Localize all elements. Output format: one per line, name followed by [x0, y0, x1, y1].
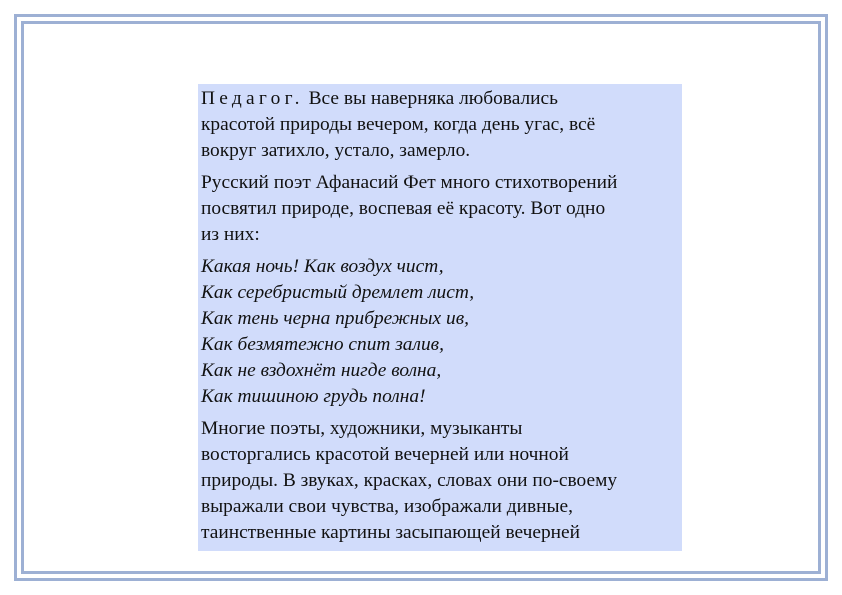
text-box: [198, 84, 682, 551]
intro-line-1: [201, 86, 678, 112]
speaker-label: Педагог.: [201, 88, 304, 109]
poet-line-3: из них:: [201, 224, 260, 245]
intro-line-2: красотой природы вечером, когда день угас, всё: [201, 114, 596, 135]
intro-paragraph: [201, 86, 678, 164]
intro-line-3: вокруг затихло, устало, замерло.: [201, 140, 471, 161]
poem-line-1: Какая ночь! Как воздух чист,: [201, 256, 444, 277]
poem-line-2: Как серебристый дремлет лист,: [201, 282, 475, 303]
closing-line-1: Многие поэты, художники, музыканты: [201, 418, 523, 439]
poem-line-3: Как тень черна прибрежных ив,: [201, 308, 469, 329]
closing-line-5: таинственные картины засыпающей вечерней: [201, 522, 581, 543]
poem-stanza: [201, 254, 678, 410]
closing-line-2: восторгались красотой вечерней или ночной: [201, 444, 569, 465]
poem-line-6: Как тишиною грудь полна!: [201, 386, 426, 407]
poem-line-5: Как не вздохнёт нигде волна,: [201, 360, 442, 381]
poet-line-1: Русский поэт Афанасий Фет много стихотворений: [201, 172, 618, 193]
closing-paragraph: [201, 416, 678, 546]
closing-line-4: выражали свои чувства, изображали дивные,: [201, 496, 574, 517]
closing-line-3: природы. В звуках, красках, словах они по-своему: [201, 470, 618, 491]
poet-line-2: посвятил природе, воспевая её красоту. Вот одно: [201, 198, 606, 219]
intro-line-1-text: Все вы наверняка любовались: [308, 88, 558, 109]
poet-paragraph: [201, 170, 678, 248]
poem-line-4: Как безмятежно спит залив,: [201, 334, 444, 355]
